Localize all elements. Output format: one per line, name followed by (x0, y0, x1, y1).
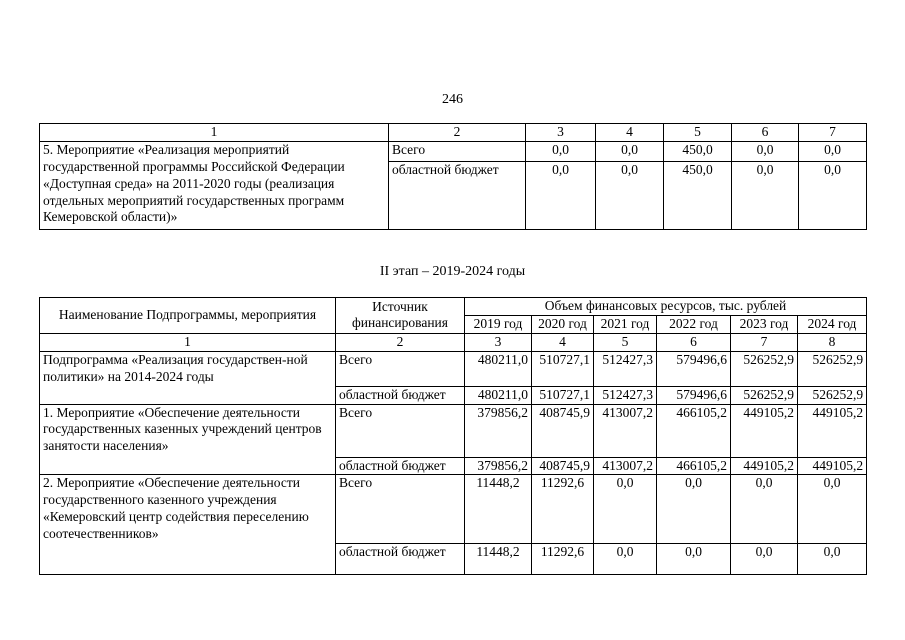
table-cell: 0,0 (798, 544, 867, 575)
table-row (40, 404, 867, 457)
column-number: 2 (389, 124, 526, 142)
table-cell: 0,0 (732, 141, 799, 161)
table-row (40, 351, 867, 386)
activity-name: 2. Мероприятие «Обеспечение деятельности государственного казенного учреждения «Кемеровский центр содействия переселению соотечественников» (40, 475, 336, 575)
funding-source: областной бюджет (336, 544, 465, 575)
table-cell: 0,0 (731, 475, 798, 544)
table-cell: 510727,1 (532, 386, 594, 404)
table-cell: 0,0 (798, 475, 867, 544)
activity-name: Подпрограмма «Реализация государствен-ной политики» на 2014-2024 годы (40, 351, 336, 404)
table-cell: 0,0 (526, 141, 596, 161)
table-cell: 512427,3 (594, 386, 657, 404)
table-cell: 0,0 (526, 161, 596, 229)
table-cell: 11448,2 (465, 544, 532, 575)
table-cell: 449105,2 (798, 457, 867, 475)
table-cell: 579496,6 (657, 351, 731, 386)
source-column-header: Источник финансирования (336, 298, 465, 334)
funding-source: областной бюджет (336, 457, 465, 475)
table-cell: 413007,2 (594, 457, 657, 475)
table-cell: 510727,1 (532, 351, 594, 386)
table-cell: 408745,9 (532, 457, 594, 475)
financing-group-header: Объем финансовых ресурсов, тыс. рублей (465, 298, 867, 316)
funding-source: областной бюджет (336, 386, 465, 404)
column-number: 6 (732, 124, 799, 142)
table-cell: 408745,9 (532, 404, 594, 457)
table-cell: 512427,3 (594, 351, 657, 386)
year-header: 2022 год (657, 315, 731, 333)
table-stage-1 (39, 123, 867, 230)
year-header: 2020 год (532, 315, 594, 333)
table-cell: 413007,2 (594, 404, 657, 457)
table-row (40, 475, 867, 544)
column-number: 5 (664, 124, 732, 142)
funding-source: областной бюджет (389, 161, 526, 229)
column-number: 6 (657, 333, 731, 351)
table-cell: 11448,2 (465, 475, 532, 544)
name-column-header: Наименование Подпрограммы, мероприятия (40, 298, 336, 334)
year-header: 2024 год (798, 315, 867, 333)
table-cell: 0,0 (799, 161, 867, 229)
table-stage-2 (39, 297, 867, 575)
year-header: 2019 год (465, 315, 532, 333)
table-cell: 480211,0 (465, 351, 532, 386)
table-cell: 526252,9 (731, 386, 798, 404)
table-cell: 579496,6 (657, 386, 731, 404)
table-header-row (40, 124, 867, 142)
section-title: II этап – 2019-2024 годы (379, 264, 526, 279)
year-header: 2021 год (594, 315, 657, 333)
table-cell: 0,0 (731, 544, 798, 575)
table-cell: 0,0 (732, 161, 799, 229)
table-cell: 379856,2 (465, 457, 532, 475)
funding-source: Всего (389, 141, 526, 161)
table-cell: 526252,9 (798, 386, 867, 404)
funding-source: Всего (336, 475, 465, 544)
table-cell: 379856,2 (465, 404, 532, 457)
column-number: 4 (532, 333, 594, 351)
table-cell: 449105,2 (731, 404, 798, 457)
page-number: 246 (442, 92, 463, 107)
column-number: 7 (731, 333, 798, 351)
table-cell: 0,0 (657, 544, 731, 575)
column-number: 5 (594, 333, 657, 351)
table-cell: 526252,9 (798, 351, 867, 386)
table-cell: 0,0 (657, 475, 731, 544)
funding-source: Всего (336, 404, 465, 457)
table-cell: 0,0 (799, 141, 867, 161)
table-cell: 449105,2 (798, 404, 867, 457)
column-number: 4 (596, 124, 664, 142)
column-number: 3 (526, 124, 596, 142)
table-row (40, 141, 867, 161)
column-number: 1 (40, 333, 336, 351)
table-header-row (40, 298, 867, 316)
table-cell: 449105,2 (731, 457, 798, 475)
column-number: 3 (465, 333, 532, 351)
table-cell: 450,0 (664, 141, 732, 161)
table-cell: 11292,6 (532, 544, 594, 575)
table-cell: 450,0 (664, 161, 732, 229)
activity-name: 5. Мероприятие «Реализация мероприятий государственной программы Российской Федерации «Доступная среда» на 2011-2020 годы (реализация отдельных мероприятий государственных программ Кемеровской области)» (40, 141, 389, 229)
table-cell: 0,0 (594, 544, 657, 575)
table-cell: 466105,2 (657, 404, 731, 457)
table-cell: 0,0 (596, 141, 664, 161)
table-cell: 11292,6 (532, 475, 594, 544)
table-cell: 466105,2 (657, 457, 731, 475)
funding-source: Всего (336, 351, 465, 386)
table-cell: 0,0 (596, 161, 664, 229)
table-cell: 0,0 (594, 475, 657, 544)
table-cell: 480211,0 (465, 386, 532, 404)
column-number: 7 (799, 124, 867, 142)
year-header: 2023 год (731, 315, 798, 333)
column-number: 8 (798, 333, 867, 351)
column-number: 1 (40, 124, 389, 142)
table-cell: 526252,9 (731, 351, 798, 386)
activity-name: 1. Мероприятие «Обеспечение деятельности государственных казенных учреждений центров занятости населения» (40, 404, 336, 475)
column-numbers-row (40, 333, 867, 351)
column-number: 2 (336, 333, 465, 351)
